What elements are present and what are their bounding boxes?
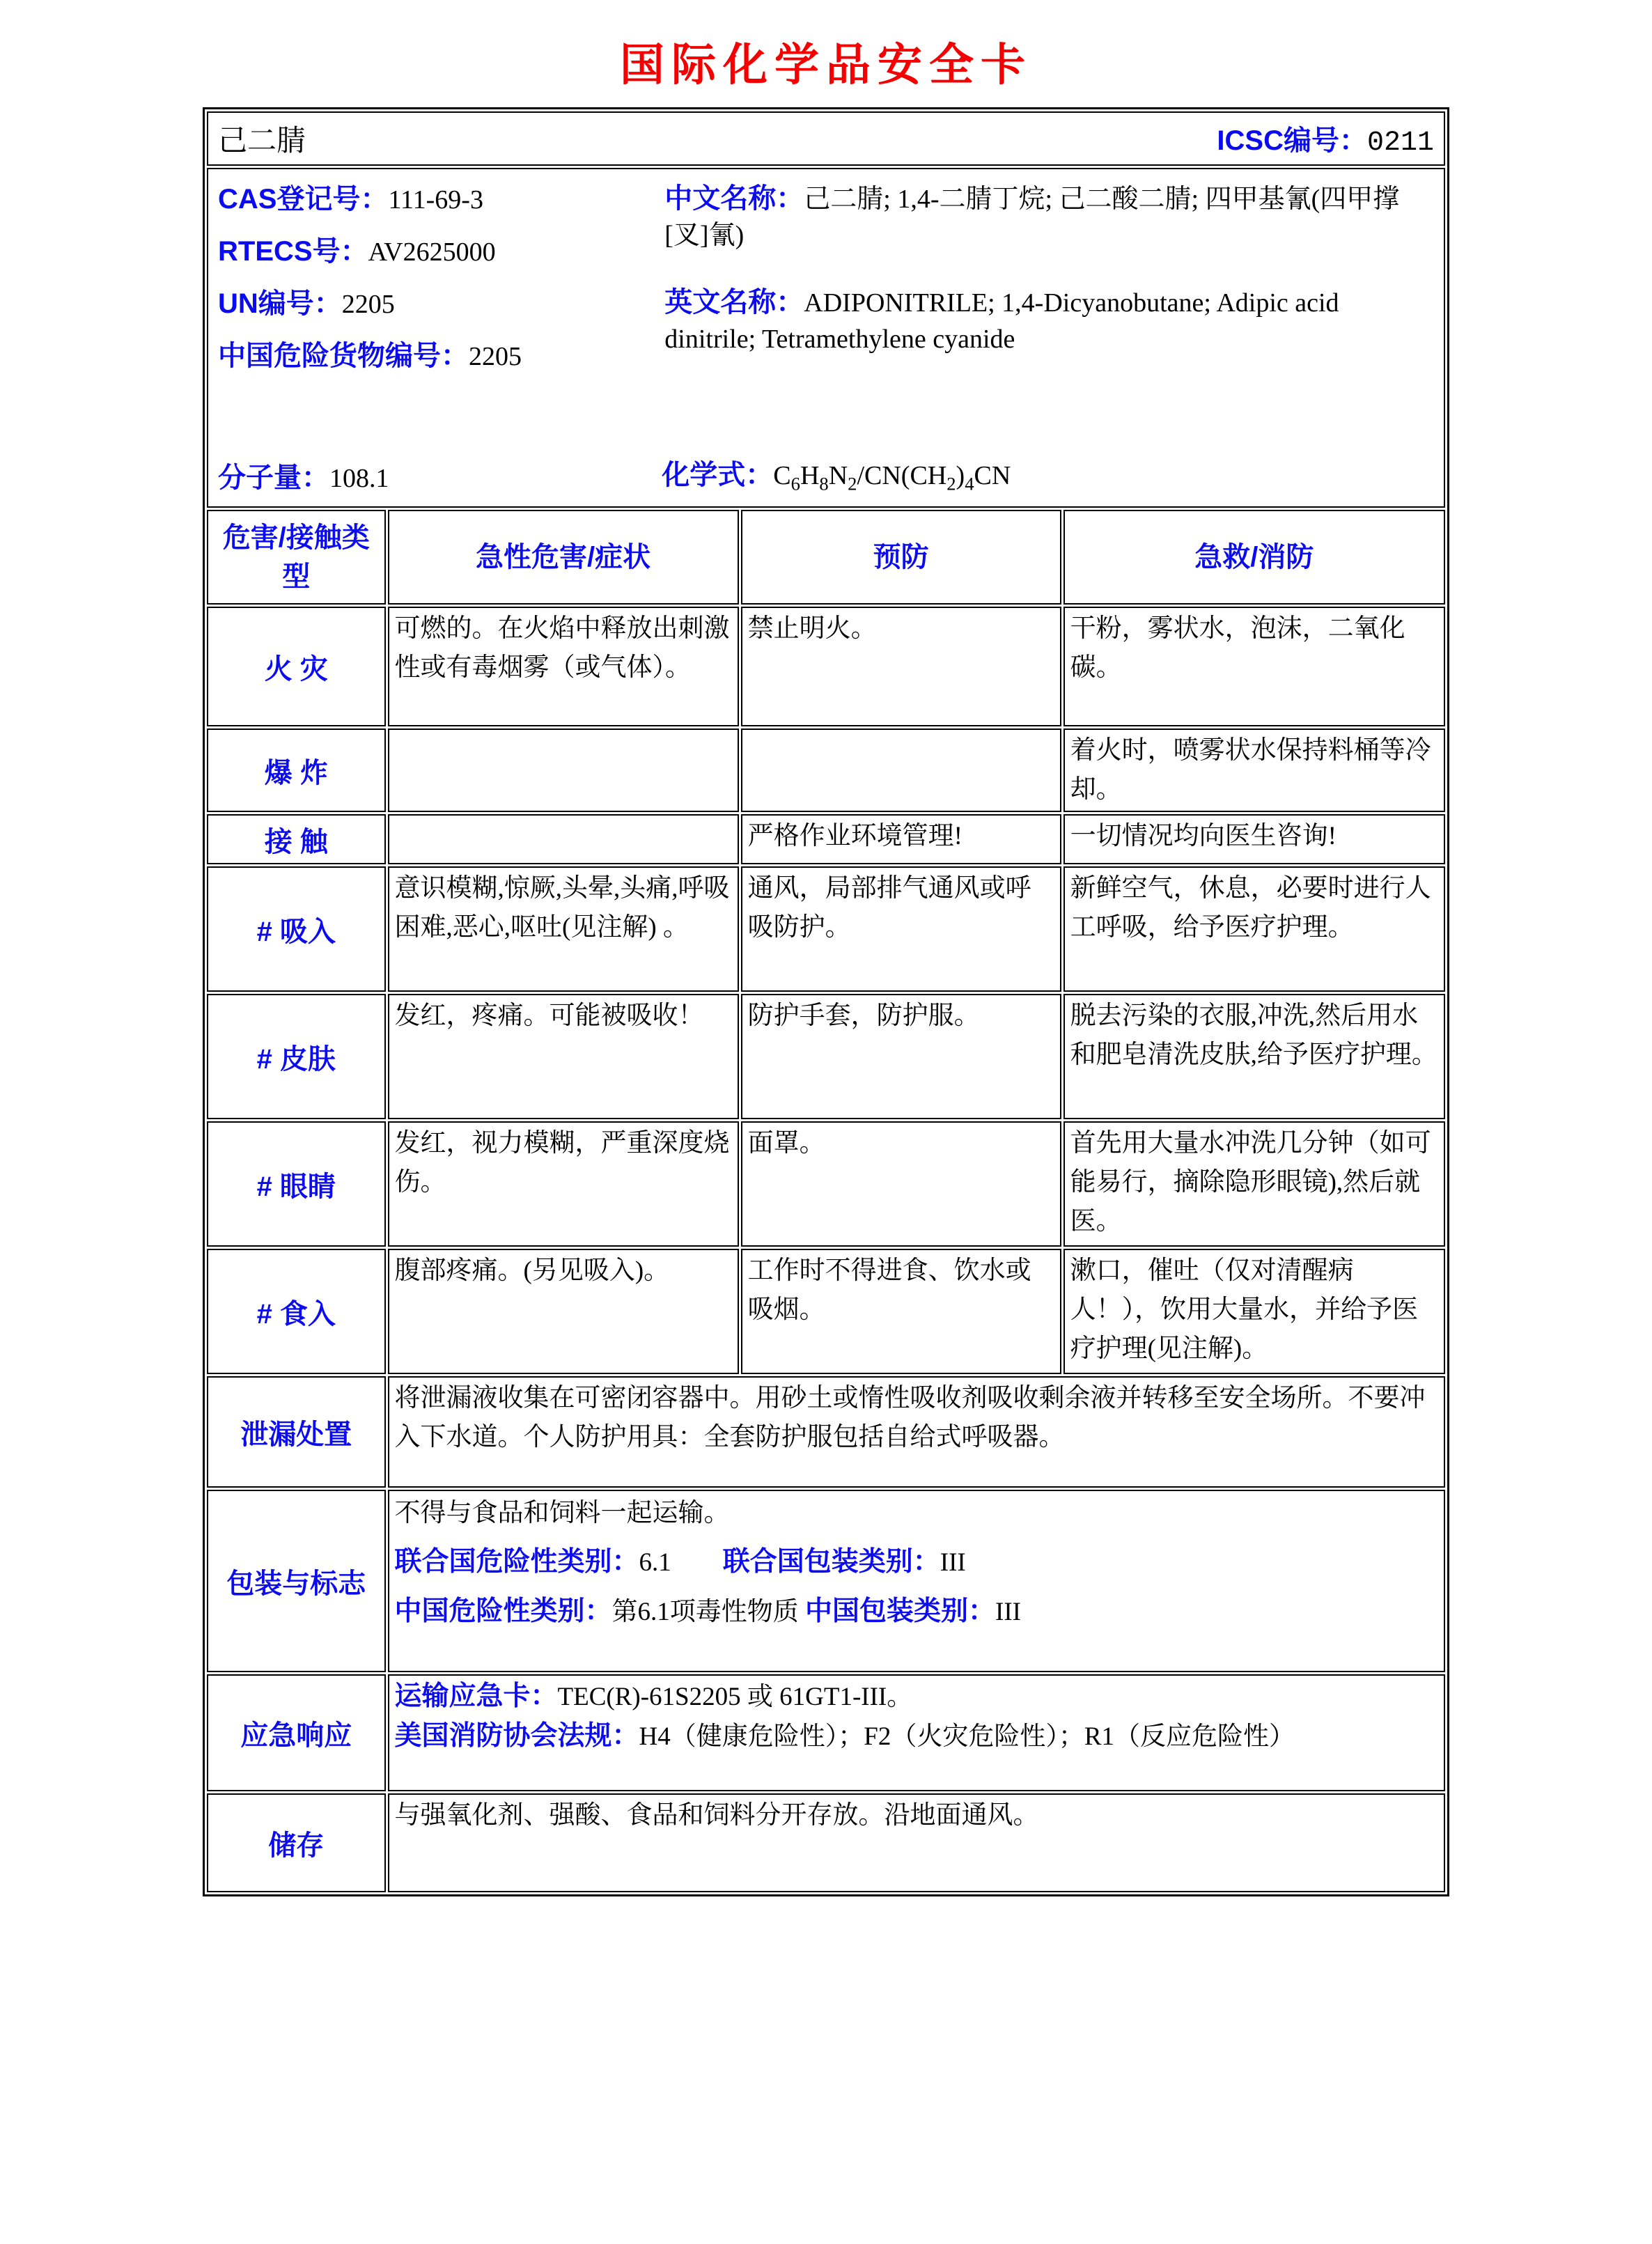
section-text: III — [995, 1598, 1021, 1626]
skin-prevention: 防护手套，防护服。 — [741, 994, 1061, 1119]
hazard-row-explosion — [207, 728, 1445, 812]
section-field-label: 联合国包装类别： — [722, 1547, 940, 1577]
formula-subscript: 6 — [790, 474, 800, 494]
skin-symptoms: 发红，疼痛。可能被吸收！ — [388, 994, 739, 1119]
section-row-emergency-response — [207, 1674, 1445, 1791]
hazard-type-inhalation: # 吸入 — [207, 866, 386, 992]
hazard-row-skin — [207, 994, 1445, 1119]
eyes-symptoms: 发红，视力模糊，严重深度烧伤。 — [388, 1121, 739, 1247]
fire-symptoms: 可燃的。在火焰中释放出刺激性或有毒烟雾（或气体）。 — [388, 607, 739, 726]
section-text: 与强氧化剂、强酸、食品和饲料分开存放。沿地面通风。 — [394, 1801, 1039, 1830]
cn-dangerous-goods-value: 2205 — [469, 342, 522, 371]
formula-part: /CN(CH — [857, 461, 947, 491]
section-text: 6.1 — [639, 1548, 723, 1577]
un-number-label: UN编号： — [218, 288, 342, 319]
eyes-prevention: 面罩。 — [741, 1121, 1061, 1247]
un-number-line — [218, 281, 662, 333]
header-acute-symptoms: 急性危害/症状 — [388, 510, 739, 605]
hazard-type-contact: 接 触 — [207, 814, 386, 864]
un-number-value: 2205 — [341, 290, 395, 319]
icsc-card-table — [203, 107, 1449, 1896]
hazard-type-explosion: 爆 炸 — [207, 728, 386, 812]
section-content-spill-disposal — [388, 1376, 1446, 1488]
skin-response: 脱去污染的衣服,冲洗,然后用水和肥皂清洗皮肤,给予医疗护理。 — [1063, 994, 1445, 1119]
hazard-row-eyes — [207, 1121, 1445, 1247]
hazard-row-fire — [207, 607, 1445, 726]
section-text: 将泄漏液收集在可密闭容器中。用砂土或惰性吸收剂吸收剩余液并转移至安全场所。不要冲入下水道。个人防护用具：全套防护服包括自给式呼吸器。 — [394, 1384, 1426, 1451]
ingestion-response: 漱口，催吐（仅对清醒病人！），饮用大量水，并给予医疗护理(见注解)。 — [1063, 1249, 1445, 1374]
icsc-number-group — [1217, 118, 1434, 159]
section-content-emergency-response — [388, 1674, 1446, 1791]
formula-subscript: 4 — [965, 474, 974, 494]
explosion-response: 着火时，喷雾状水保持料桶等冷却。 — [1063, 728, 1445, 812]
cn-dangerous-goods-label: 中国危险货物编号： — [218, 341, 469, 371]
hazard-row-inhalation — [207, 866, 1445, 992]
header-prevention: 预防 — [741, 510, 1061, 605]
english-name-para — [664, 284, 1434, 357]
section-text: H4（健康危险性）；F2（火灾危险性）；R1（反应危险性） — [639, 1722, 1295, 1751]
section-line — [395, 1717, 1439, 1756]
molecular-weight-line — [218, 455, 662, 495]
chemical-names-block — [662, 176, 1434, 419]
header-hazard-type: 危害/接触类型 — [207, 510, 386, 605]
inhalation-symptoms: 意识模糊,惊厥,头晕,头痛,呼吸困难,恶心,呕吐(见注解) 。 — [388, 866, 739, 992]
hazard-row-contact — [207, 814, 1445, 864]
section-line — [395, 1592, 1439, 1632]
section-field-label: 美国消防协会法规： — [394, 1721, 639, 1751]
section-text: 不得与食品和饲料一起运输。 — [394, 1499, 730, 1527]
chinese-name-para — [664, 180, 1434, 254]
hazard-type-ingestion: # 食入 — [207, 1249, 386, 1374]
eyes-response: 首先用大量水冲洗几分钟（如可能易行，摘除隐形眼镜),然后就医。 — [1063, 1121, 1445, 1247]
chinese-name-label: 中文名称： — [664, 183, 804, 214]
explosion-symptoms — [388, 728, 739, 812]
name-cell — [207, 111, 1445, 166]
formula-subscript: 8 — [819, 474, 829, 494]
molecular-weight-value: 108.1 — [329, 464, 389, 493]
section-line — [395, 1494, 1439, 1533]
inhalation-prevention: 通风，局部排气通风或呼吸防护。 — [741, 866, 1061, 992]
molecular-weight-label: 分子量： — [218, 462, 329, 493]
explosion-prevention — [741, 728, 1061, 812]
formula-part: CN — [974, 461, 1011, 491]
name-row — [207, 111, 1445, 166]
section-label-emergency-response: 应急响应 — [207, 1674, 386, 1791]
hazard-type-skin: # 皮肤 — [207, 994, 386, 1119]
contact-symptoms — [388, 814, 739, 864]
chinese-name-value: 己二腈; 1,4-二腈丁烷; 己二酸二腈; 四甲基氰(四甲撑[叉]氰) — [664, 185, 1400, 250]
formula-part: ) — [956, 461, 965, 491]
cas-number-value: 111-69-3 — [388, 185, 483, 215]
rtecs-number-value: AV2625000 — [368, 237, 496, 267]
formula-part: C — [773, 461, 791, 491]
section-content-storage — [388, 1793, 1446, 1892]
formula-subscript: 2 — [946, 474, 956, 494]
page-title: 国际化学品安全卡 — [620, 40, 1032, 90]
section-label-packing-labelling: 包装与标志 — [207, 1490, 386, 1672]
chemical-formula-label: 化学式： — [662, 460, 774, 491]
section-field-label: 联合国危险性类别： — [394, 1547, 639, 1577]
section-row-packing-labelling — [207, 1490, 1445, 1672]
fire-response: 干粉，雾状水，泡沫，二氧化碳。 — [1063, 607, 1445, 726]
contact-response: 一切情况均向医生咨询! — [1063, 814, 1445, 864]
section-text: TEC(R)-61S2205 或 61GT1-III。 — [557, 1683, 913, 1711]
header-first-aid: 急救/消防 — [1063, 510, 1445, 605]
substance-name: 己二腈 — [218, 125, 306, 157]
section-label-storage: 储存 — [207, 1793, 386, 1892]
english-name-label: 英文名称： — [664, 287, 804, 318]
formula-part: N — [828, 461, 848, 491]
section-text: 第6.1项毒性物质 — [611, 1598, 806, 1626]
icsc-number-label: ICSC编号： — [1217, 125, 1367, 156]
section-line — [395, 1543, 1439, 1582]
registry-numbers-block — [218, 176, 662, 419]
section-line — [395, 1796, 1439, 1835]
hazard-row-ingestion — [207, 1249, 1445, 1374]
english-name-value: ADIPONITRILE; 1,4-Dicyanobutane; Adipic acid dinitrile; Tetramethylene cyanide — [664, 288, 1339, 354]
cn-dangerous-goods-line — [218, 333, 662, 385]
cas-number-label: CAS登记号： — [218, 184, 389, 215]
section-text: III — [940, 1548, 966, 1577]
chemical-formula-line — [662, 453, 1434, 495]
section-row-spill-disposal — [207, 1376, 1445, 1488]
fire-prevention: 禁止明火。 — [741, 607, 1061, 726]
section-field-label: 中国包装类别： — [805, 1596, 996, 1626]
section-content-packing-labelling — [388, 1490, 1446, 1672]
ingestion-prevention: 工作时不得进食、饮水或吸烟。 — [741, 1249, 1061, 1374]
rtecs-number-line — [218, 228, 662, 281]
section-field-label: 运输应急卡： — [394, 1681, 558, 1711]
cas-number-line — [218, 176, 662, 228]
hazard-type-eyes: # 眼睛 — [207, 1121, 386, 1247]
identifier-row — [207, 168, 1445, 508]
section-line — [395, 1677, 1439, 1717]
chemical-formula-value — [773, 461, 1011, 494]
icsc-number-value: 0211 — [1366, 127, 1434, 159]
section-line — [395, 1379, 1439, 1457]
hazard-type-fire: 火 灾 — [207, 607, 386, 726]
formula-part: H — [800, 461, 820, 491]
rtecs-number-label: RTECS号： — [218, 236, 368, 267]
identifier-cell — [207, 168, 1445, 508]
icsc-page — [0, 29, 1652, 2244]
section-label-spill-disposal: 泄漏处置 — [207, 1376, 386, 1488]
hazard-header-row — [207, 510, 1445, 605]
section-row-storage — [207, 1793, 1445, 1892]
inhalation-response: 新鲜空气，休息，必要时进行人工呼吸，给予医疗护理。 — [1063, 866, 1445, 992]
contact-prevention: 严格作业环境管理! — [741, 814, 1061, 864]
ingestion-symptoms: 腹部疼痛。(另见吸入)。 — [388, 1249, 739, 1374]
formula-subscript: 2 — [848, 474, 857, 494]
section-field-label: 中国危险性类别： — [394, 1596, 612, 1626]
